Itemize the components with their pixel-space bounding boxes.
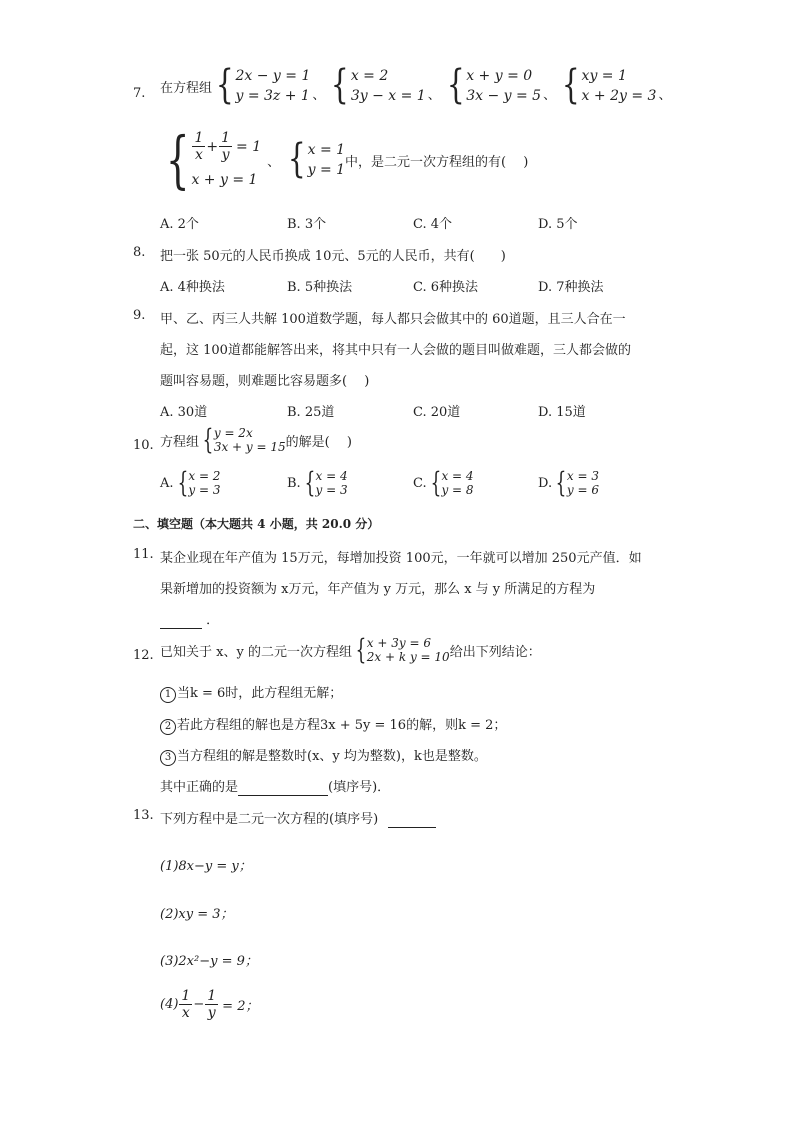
question-number: 8.: [133, 245, 146, 260]
option-d[interactable]: D. { x = 3 y = 6: [538, 466, 600, 499]
question-text-line: 起，这 100道都能解答出来，将其中只有一人会做的题目叫做难题，三人都会做的: [160, 343, 631, 358]
question-number: 11.: [133, 547, 154, 562]
option-c[interactable]: C. { x = 4 y = 8: [413, 466, 474, 499]
question-text: 的解是( ): [285, 434, 352, 450]
question-text-line: 下列方程中是二元一次方程的(填序号): [160, 808, 436, 828]
answer-blank[interactable]: [388, 812, 436, 828]
question-number: 10.: [133, 438, 154, 453]
question-number: 9.: [133, 308, 146, 323]
answer-blank[interactable]: [238, 780, 328, 796]
question-text: 方程组: [160, 434, 200, 450]
question-text: 已知关于 x、y 的二元一次方程组: [160, 644, 352, 660]
equation-system-5: { $\frac{1}{x}$ + $\frac{1}{y}$ = 1 x + y = 1: [165, 123, 262, 196]
equation-system-2: { x = 2 3y − x = 1: [331, 62, 426, 108]
option-c[interactable]: C. 4个: [413, 217, 453, 232]
question-text: 在方程组: [160, 80, 213, 96]
option-b[interactable]: B. 5种换法: [287, 280, 353, 295]
answer-blank-line: ．: [160, 609, 219, 629]
option-d[interactable]: D. 15道: [538, 405, 586, 420]
option-c[interactable]: C. 20道: [413, 405, 461, 420]
question-number: 12.: [133, 648, 154, 663]
equation-item: (2)xy = 3；: [160, 907, 234, 922]
question-text-line: 题叫容易题，则难题比容易题多( ): [160, 374, 370, 389]
option-c[interactable]: C. 6种换法: [413, 280, 479, 295]
question-number: 7.: [133, 86, 146, 101]
option-a[interactable]: A. 4种换法: [160, 280, 225, 295]
question-text: 给出下列结论：: [449, 644, 541, 660]
option-a[interactable]: A. 30道: [160, 405, 208, 420]
option-a[interactable]: A. 2个: [160, 217, 199, 232]
question-text: 中，是二元一次方程组的有( ): [345, 154, 529, 170]
option-d[interactable]: D. 7种换法: [538, 280, 604, 295]
conclusion-item: 3 当方程组的解是整数时(x、y 均为整数)，k也是整数。: [160, 745, 487, 766]
conclusion-item: 1 当k = 6时，此方程组无解；: [160, 682, 342, 703]
equation-system-3: { x + y = 0 3x − y = 5: [446, 62, 542, 108]
question-text: 把一张 50元的人民币换成 10元、5元的人民币，共有( ): [160, 249, 506, 264]
answer-line: 其中正确的是 (填序号)．: [160, 780, 391, 795]
question-number: 13.: [133, 808, 154, 823]
question-text-line: 某企业现在年产值为 15万元，每增加投资 100元，一年就可以增加 250元产值．如: [160, 551, 642, 566]
equation-item: (4) $\frac{1}{x}$ − $\frac{1}{y}$ = 2；: [160, 988, 259, 1021]
question-text-line: 果新增加的投资额为 x万元，年产值为 y 万元，那么 x 与 y 所满足的方程为: [160, 582, 596, 597]
conclusion-item: 2 若此方程组的解也是方程3x + 5y = 16的解，则k = 2；: [160, 714, 506, 735]
equation-item: (3)2x²−y = 9；: [160, 954, 258, 969]
equation-system-1: { 2x − y = 1 y = 3z + 1: [215, 62, 311, 108]
option-a[interactable]: A. { x = 2 y = 3: [160, 466, 221, 499]
answer-blank[interactable]: [160, 613, 202, 629]
option-b[interactable]: B. 3个: [287, 217, 327, 232]
option-d[interactable]: D. 5个: [538, 217, 578, 232]
equation-system: { x + 3y = 6 2x + k y = 10: [355, 633, 450, 666]
equation-system-6: { x = 1 y = 1: [287, 136, 346, 182]
equation-system: { y = 2x 3x + y = 15: [202, 423, 286, 456]
option-b[interactable]: B. { x = 4 y = 3: [287, 466, 348, 499]
section-heading: 二、填空题（本大题共 4 小题，共 20.0 分）: [133, 517, 380, 531]
equation-item: (1)8x−y = y；: [160, 859, 252, 874]
equation-system-4: { xy = 1 x + 2y = 3: [561, 62, 657, 108]
question-text-line: 甲、乙、丙三人共解 100道数学题，每人都只会做其中的 60道题，且三人合在一: [160, 312, 626, 327]
option-b[interactable]: B. 25道: [287, 405, 335, 420]
